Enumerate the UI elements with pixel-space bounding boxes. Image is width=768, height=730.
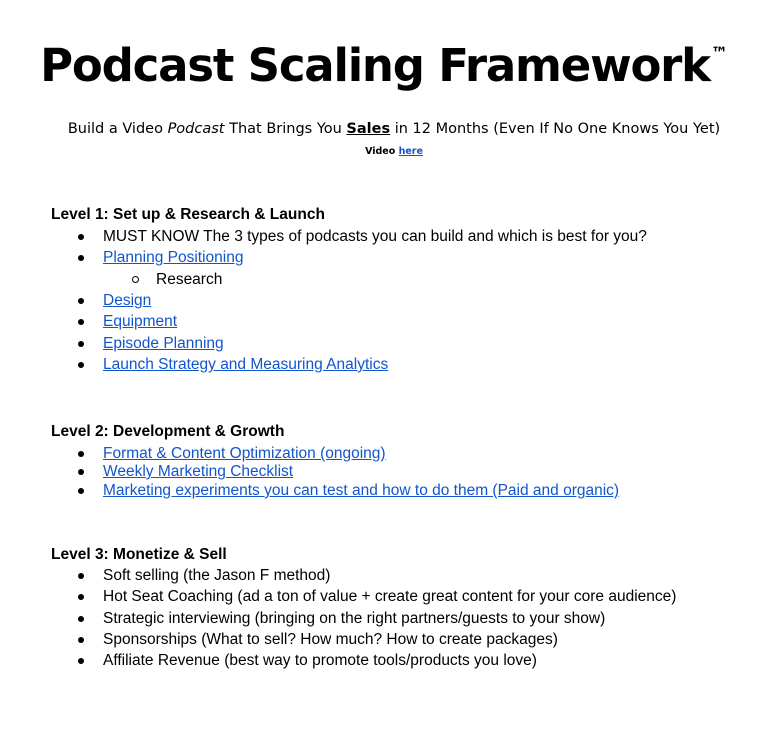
subtitle-part3: in 12 Months (Even If No One Knows You Yet) — [390, 121, 721, 137]
level-1-heading: Level 1: Set up & Research & Launch — [51, 206, 325, 223]
subtitle-part2: That Brings You — [224, 121, 347, 137]
video-label: Video — [365, 146, 399, 157]
format-content-link[interactable]: Format & Content Optimization (ongoing) — [103, 445, 386, 462]
video-line — [0, 145, 768, 159]
level-3-heading: Level 3: Monetize & Sell — [51, 546, 227, 563]
launch-strategy-link[interactable]: Launch Strategy and Measuring Analytics — [103, 356, 389, 373]
hollow-bullet-icon — [132, 276, 139, 283]
bullet-icon — [78, 488, 84, 494]
bullet-icon — [78, 469, 84, 475]
sub-list-item-text: Research — [156, 271, 223, 288]
design-link[interactable]: Design — [103, 292, 152, 309]
list-item-text: Strategic interviewing (bringing on the right partners/guests to your show) — [103, 610, 606, 627]
bullet-icon — [78, 616, 84, 622]
bullet-icon — [78, 341, 84, 347]
bullet-icon — [78, 319, 84, 325]
bullet-icon — [78, 594, 84, 600]
list-item-text: Soft selling (the Jason F method) — [103, 567, 331, 584]
trademark-mark: ™ — [710, 44, 728, 64]
subtitle-italic: Podcast — [167, 121, 225, 137]
bullet-icon — [78, 362, 84, 368]
subtitle — [0, 119, 768, 139]
bullet-icon — [78, 573, 84, 579]
video-link[interactable]: here — [398, 146, 423, 157]
list-item-text: MUST KNOW The 3 types of podcasts you can build and which is best for you? — [103, 228, 647, 245]
list-item-text: Sponsorships (What to sell? How much? How to create packages) — [103, 631, 558, 648]
page-title — [0, 24, 768, 96]
weekly-marketing-link[interactable]: Weekly Marketing Checklist — [103, 463, 294, 480]
level-2-heading: Level 2: Development & Growth — [51, 423, 285, 440]
equipment-link[interactable]: Equipment — [103, 313, 178, 330]
subtitle-part1: Build a Video — [67, 121, 168, 137]
subtitle-sales: Sales — [346, 121, 391, 137]
episode-planning-link[interactable]: Episode Planning — [103, 335, 224, 352]
bullet-icon — [78, 298, 84, 304]
bullet-icon — [78, 255, 84, 261]
marketing-experiments-link[interactable]: Marketing experiments you can test and how to do them (Paid and organic) — [103, 482, 620, 499]
bullet-icon — [78, 658, 84, 664]
list-item-text: Affiliate Revenue (best way to promote tools/products you love) — [103, 652, 537, 669]
title-text: Podcast Scaling Framework — [40, 39, 710, 92]
planning-positioning-link[interactable]: Planning Positioning — [103, 249, 244, 266]
bullet-icon — [78, 234, 84, 240]
list-item-text: Hot Seat Coaching (ad a ton of value + create great content for your core audience) — [103, 588, 677, 605]
bullet-icon — [78, 637, 84, 643]
bullet-icon — [78, 451, 84, 457]
